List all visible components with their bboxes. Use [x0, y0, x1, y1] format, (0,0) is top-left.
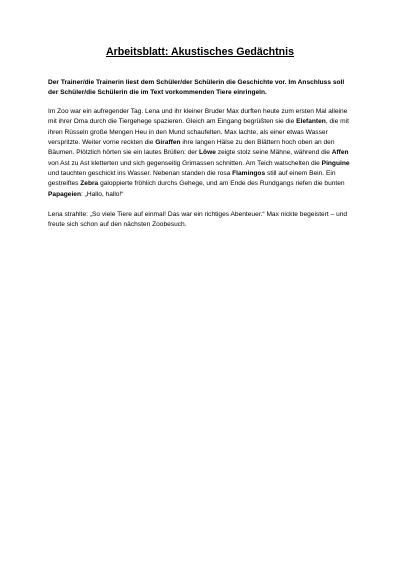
story-text: : „Hallo, hallo!“: [80, 190, 124, 198]
animal-name: Pinguine: [321, 159, 350, 167]
story-text: , die mit ihren Rüsseln große Mengen Heu in den Mund schaufelten. Max lachte, als einer etwas Wasser verspritzte. Weiter vorne reckten die: [48, 118, 349, 147]
story-text: zeigte stolz seine Mähne, während die: [215, 149, 332, 157]
animal-name: Flamingos: [232, 169, 266, 177]
instruction-text: Der Trainer/die Trainerin liest dem Schüler/der Schülerin die Geschichte vor. Im Anschluss soll der Schüler/die Schülerin die im Text vorkommenden Tiere einringeln.: [48, 79, 345, 96]
animal-name: Affen: [331, 149, 349, 157]
story-paragraph: [48, 107, 352, 200]
story-text: still auf einem Bein. Ein gestreiftes: [48, 169, 336, 188]
story-text: galoppierte fröhlich durchs Gehege, und am Ende des Rundgangs riefen die bunten: [98, 180, 345, 188]
animal-name: Elefanten: [296, 118, 326, 126]
animal-name: Zebra: [80, 180, 99, 188]
animal-name: Giraffen: [155, 139, 181, 147]
story-text: ihre langen Hälse zu den Blättern hoch oben an den Bäumen. Plötzlich hörten sie ein lautes Brüllen: der: [48, 139, 335, 157]
story-text: Im Zoo war ein aufregender Tag. Lena und ihr kleiner Bruder Max durften heute zum ersten Mal alleine mit ihrer Oma durch die Tiergehege spazieren. Gleich am Eingang begrüßten sie die: [48, 108, 348, 126]
animal-name: Löwe: [199, 149, 216, 157]
story-text: von Ast zu Ast kletterten und sich gegenseitig Grimassen schnitten. Am Teich watschelten die: [48, 159, 322, 167]
story-text: und tauchten geschickt ins Wasser. Nebenan standen die rosa: [48, 169, 233, 177]
animal-name: Papageien: [48, 190, 81, 198]
worksheet-title: Arbeitsblatt: Akustisches Gedächtnis: [106, 46, 294, 58]
closing-paragraph: Lena strahlte: „So viele Tiere auf einmal! Das war ein richtiges Abenteuer.“ Max nickte begeistert – und freute sich schon auf den nächsten Zoobesuch.: [48, 210, 348, 229]
